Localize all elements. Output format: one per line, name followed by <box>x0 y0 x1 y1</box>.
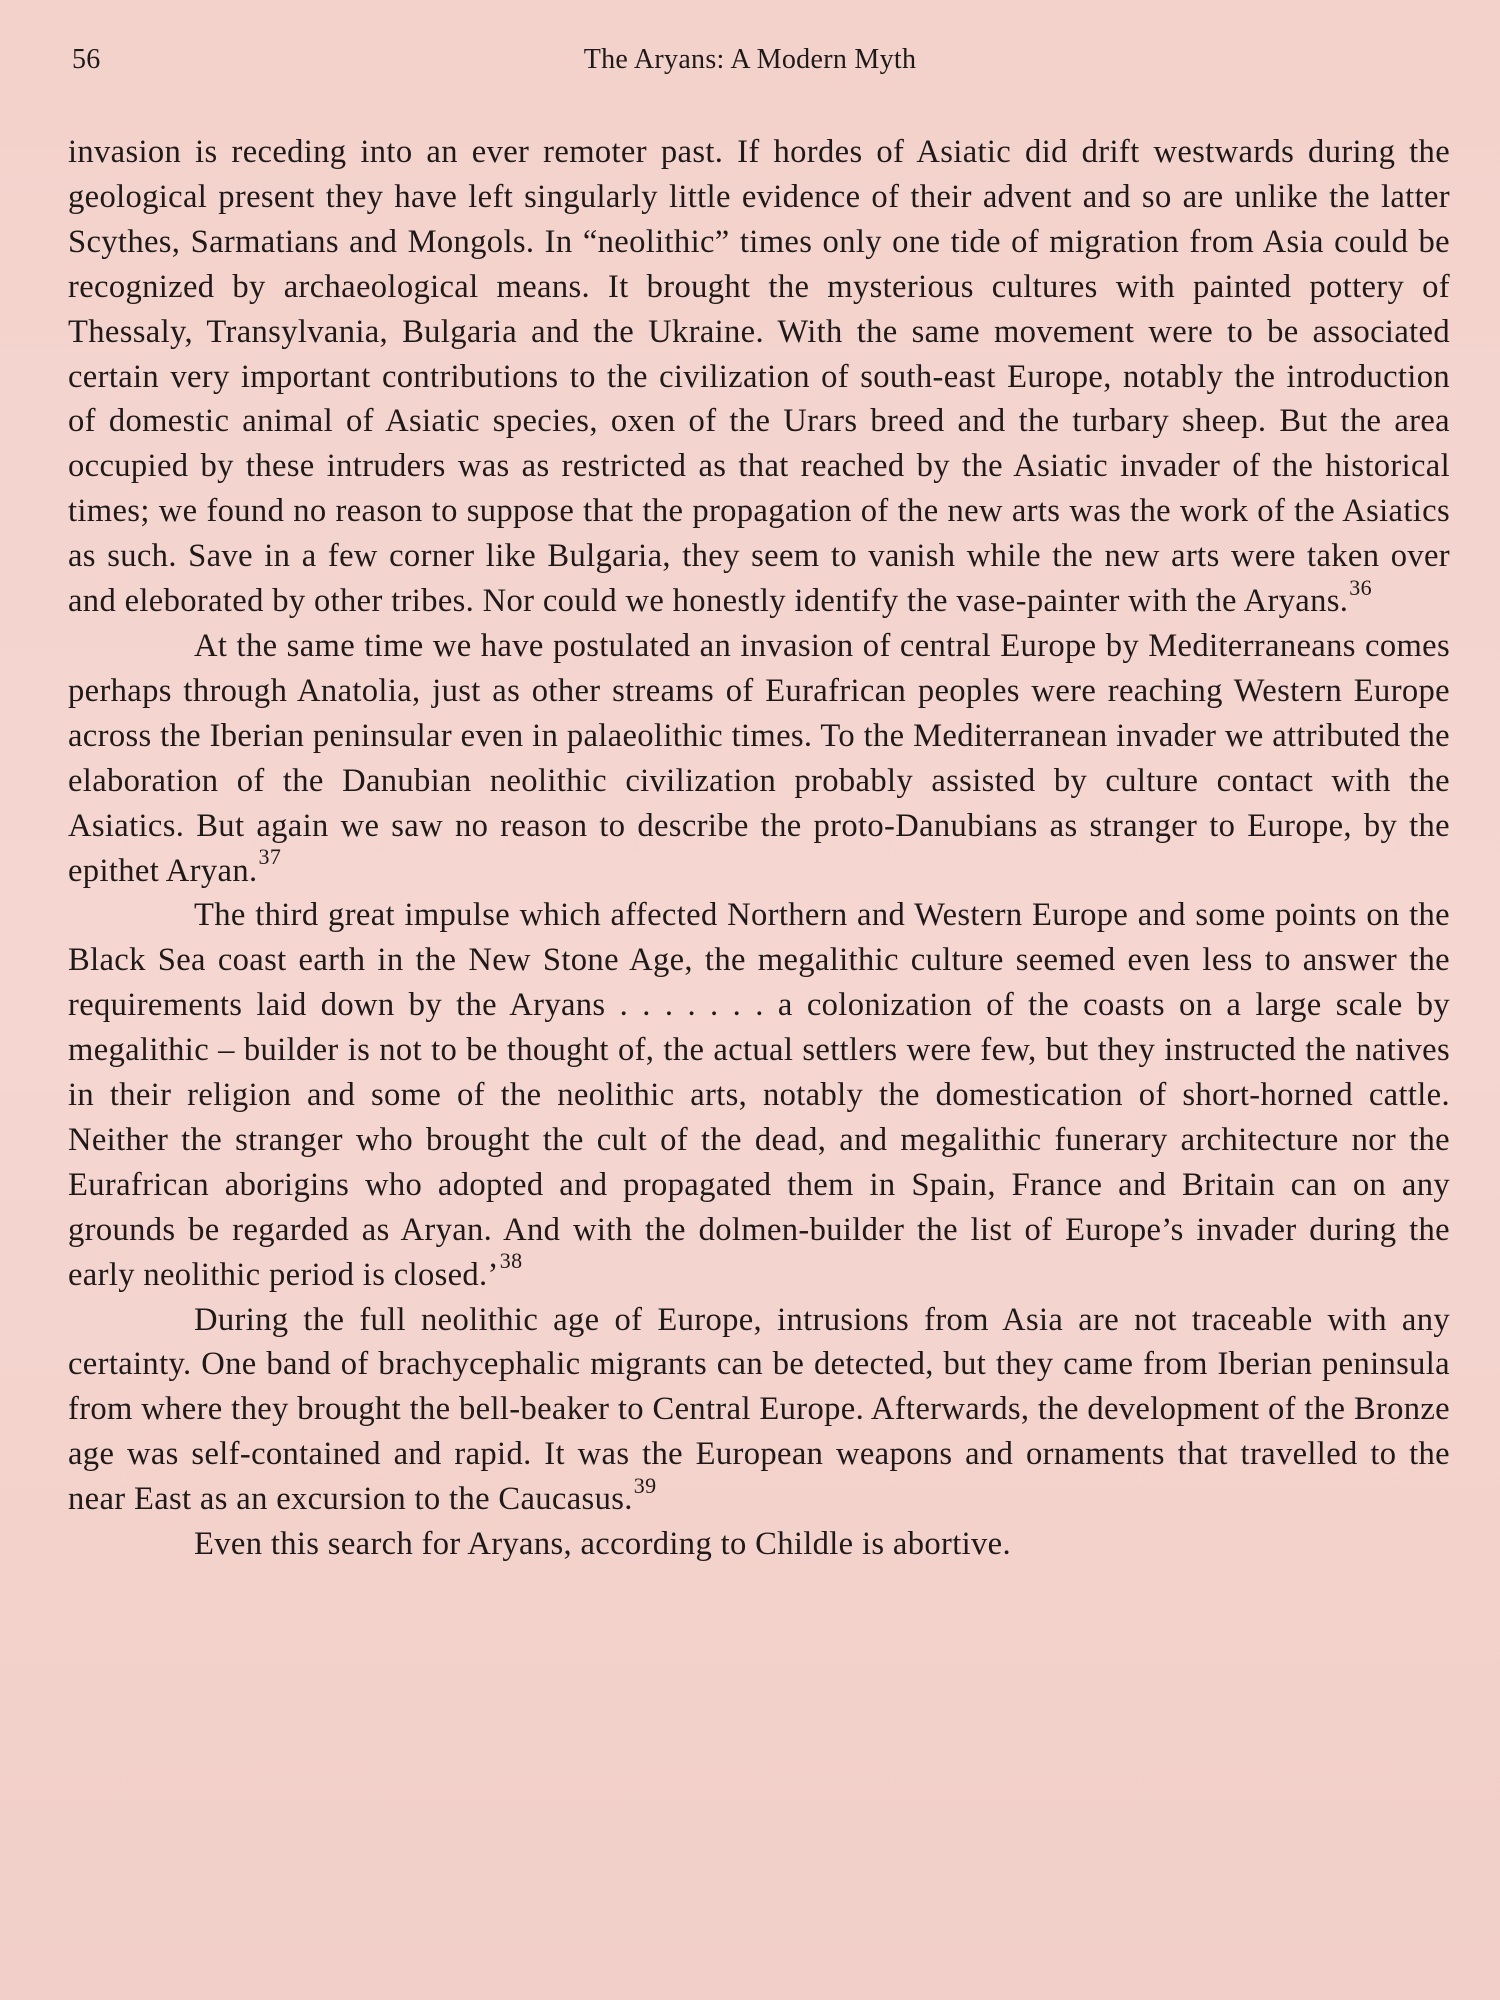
paragraph-text: At the same time we have postulated an invasion of central Europe by Mediterraneans comes perhaps through Anatolia, just as other streams of Eurafrican peoples were reaching Western Europe across the Iberian peninsular even in palaeolithic times. To the Mediterranean invader we attributed the elaboration of the Danubian neolithic civilization probably assisted by culture contact with the Asiatics. But again we saw no reason to describe the proto-Danubians as stranger to Europe, by the epithet Aryan. <box>68 627 1450 889</box>
body-text <box>68 130 1450 1567</box>
footnote-marker: 39 <box>633 1472 657 1498</box>
paragraph-4 <box>68 1298 1450 1523</box>
page-number: 56 <box>72 44 101 75</box>
paragraph-text: During the full neolithic age of Europe, intrusions from Asia are not traceable with any certainty. One band of brachycephalic migrants can be detected, but they came from Iberian peninsula from where they brought the bell-beaker to Central Europe. Afterwards, the development of the Bronze age was self-contained and rapid. It was the European weapons and ornaments that travelled to the near East as an excursion to the Caucasus. <box>68 1301 1450 1518</box>
footnote-marker: 38 <box>499 1248 523 1274</box>
running-title: The Aryans: A Modern Myth <box>583 44 917 75</box>
paragraph-1 <box>68 130 1450 624</box>
footnote-marker: 37 <box>258 844 282 869</box>
paragraph-2 <box>68 624 1450 893</box>
paragraph-text: invasion is receding into an ever remoter past. If hordes of Asiatic did drift westwards during the geological present they have left singularly little evidence of their advent and so are unlike the latter Scythes, Sarmatians and Mongols. In “neolithic” times only one tide of migration from Asia could be recognized by archaeological means. It brought the mysterious cultures with painted pottery of Thessaly, Transylvania, Bulgaria and the Ukraine. With the same movement were to be associated certain very important contributions to the civilization of south-east Europe, notably the introduction of domestic animal of Asiatic species, oxen of the Urars breed and the turbary sheep. But the area occupied by these intruders was as restricted as that reached by the Asiatic invader of the historical times; we found no reason to suppose that the propagation of the new arts was the work of the Asiatics as such. Save in a few corner like Bulgaria, they seem to vanish while the new arts were taken over and eleborated by other tribes. Nor could we honestly identify the vase-painter with the Aryans. <box>68 134 1450 620</box>
paragraph-text: The third great impulse which affected Northern and Western Europe and some points on the Black Sea coast earth in the New Stone Age, the megalithic culture seemed even less to answer the requirements laid down by the Aryans . . . . . . . a colonization of the coasts on a large scale by megalithic – builder is not to be thought of, the actual settlers were few, but they instructed the natives in their religion and some of the neolithic arts, notably the domestication of short-horned cattle. Neither the stranger who brought the cult of the dead, and megalithic funerary architecture nor the Eurafrican aborigins who adopted and propagated them in Spain, France and Britain can on any grounds be regarded as Aryan. And with the dolmen-builder the list of Europe’s invader during the early neolithic period is closed.’ <box>68 897 1450 1293</box>
footnote-marker: 36 <box>1349 574 1372 600</box>
paragraph-text: Even this search for Aryans, according to Childle is abortive. <box>194 1526 1011 1563</box>
page-header <box>70 44 1430 84</box>
paragraph-5 <box>68 1522 1450 1567</box>
paragraph-3 <box>68 893 1450 1297</box>
